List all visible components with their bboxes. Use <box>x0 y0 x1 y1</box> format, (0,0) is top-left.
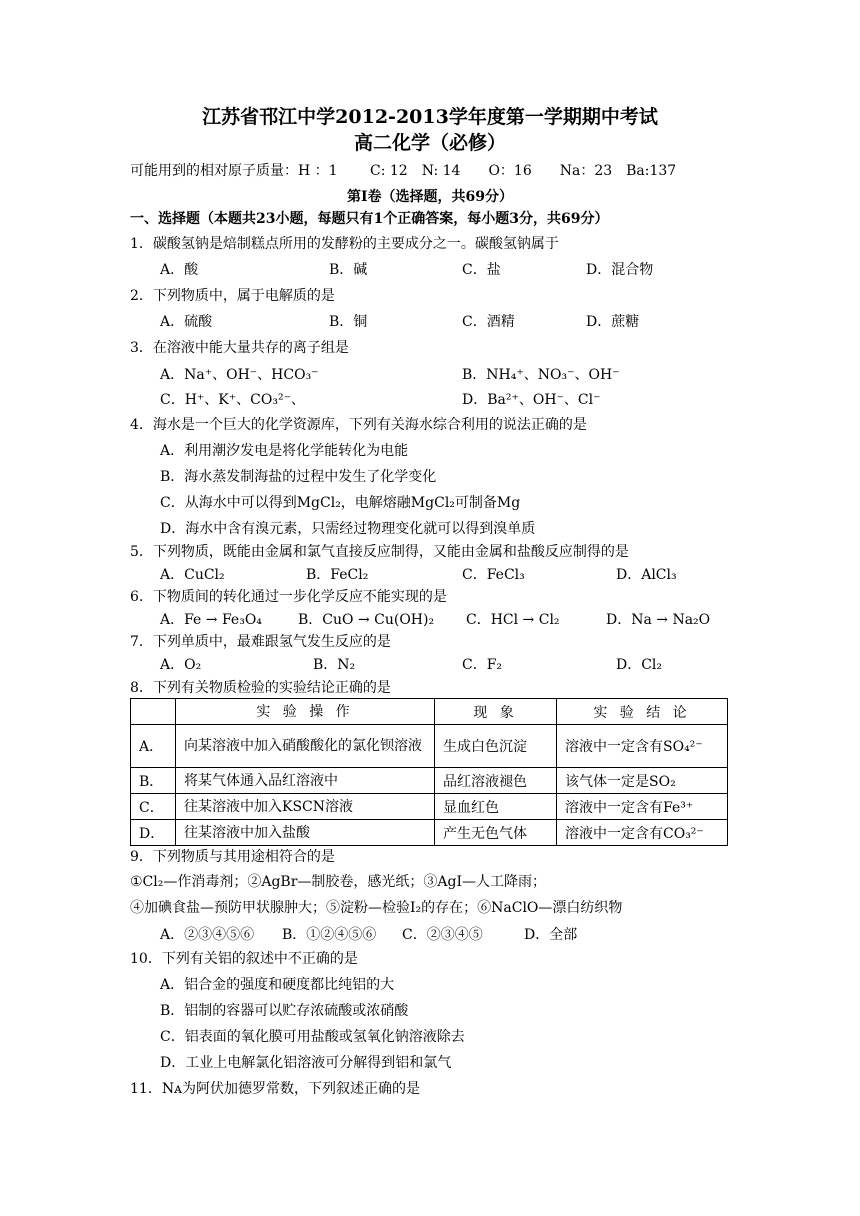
table-cell: 该气体一定是SO₂ <box>557 768 728 794</box>
question-9-list-line-2: ④加碘食盐—预防甲状腺肿大；⑤淀粉—检验I₂的存在；⑥NaClO—漂白纺织物 <box>130 900 623 916</box>
table-cell: 溶液中一定含有SO₄²⁻ <box>557 725 728 768</box>
question-7-option-d: D．Cl₂ <box>616 657 663 673</box>
table-cell: 向某溶液中加入硝酸酸化的氯化钡溶液 <box>176 725 435 768</box>
question-2-option-b: B．铜 <box>329 314 368 330</box>
question-9-option-a: A．②③④⑤⑥ <box>160 927 255 943</box>
question-6-stem: 6．下物质间的转化通过一步化学反应不能实现的是 <box>130 589 447 605</box>
question-4-option-a: A．利用潮汐发电是将化学能转化为电能 <box>160 443 409 459</box>
question-7-option-b: B．N₂ <box>313 657 356 673</box>
question-10-stem: 10．下列有关铝的叙述中不正确的是 <box>130 951 358 967</box>
exam-subtitle: 高二化学（必修） <box>353 132 506 154</box>
table-cell: 往某溶液中加入盐酸 <box>176 820 435 846</box>
table-cell: C． <box>131 794 176 820</box>
question-10-option-a: A．铝合金的强度和硬度都比纯铝的大 <box>160 977 395 993</box>
table-cell: 产生无色气体 <box>435 820 557 846</box>
question-1-option-b: B．碱 <box>329 262 368 278</box>
question-5-option-d: D．AlCl₃ <box>616 567 677 583</box>
section-heading: 一、选择题（本题共23小题，每题只有1个正确答案，每小题3分，共69分） <box>130 211 609 227</box>
table-cell: 往某溶液中加入KSCN溶液 <box>176 794 435 820</box>
question-9-option-c: C．②③④⑤ <box>402 927 483 943</box>
table-cell: 溶液中一定含有Fe³⁺ <box>557 794 728 820</box>
question-2-stem: 2．下列物质中，属于电解质的是 <box>130 288 335 304</box>
part-heading: 第Ⅰ卷（选择题，共69分） <box>346 189 514 205</box>
table-header-cell: 现 象 <box>435 699 557 725</box>
table-row <box>131 725 728 768</box>
question-4-option-c: C．从海水中可以得到MgCl₂，电解熔融MgCl₂可制备Mg <box>160 495 521 511</box>
exam-title: 江苏省邗江中学2012-2013学年度第一学期期中考试 <box>202 106 658 128</box>
question-3-option-d: D．Ba²⁺、OH⁻、Cl⁻ <box>462 392 601 408</box>
question-2-option-a: A．硫酸 <box>160 314 213 330</box>
question-6-option-a: A．Fe → Fe₃O₄ <box>160 612 262 628</box>
table-cell: A． <box>131 725 176 768</box>
table-cell: 溶液中一定含有CO₃²⁻ <box>557 820 728 846</box>
question-5-option-b: B．FeCl₂ <box>306 567 369 583</box>
question-8-stem: 8．下列有关物质检验的实验结论正确的是 <box>130 680 391 696</box>
table-header-row <box>131 699 728 725</box>
question-9-stem: 9．下列物质与其用途相符合的是 <box>130 849 335 865</box>
question-10-option-c: C．铝表面的氧化膜可用盐酸或氢氧化钠溶液除去 <box>160 1029 465 1045</box>
question-3-option-a: A．Na⁺、OH⁻、HCO₃⁻ <box>160 367 319 383</box>
question-9-list-line-1: ①Cl₂—作消毒剂；②AgBr—制胶卷，感光纸；③AgI—人工降雨； <box>130 874 547 890</box>
atomic-mass-line: 可能用到的相对原子质量：H ：1 C: 12 N: 14 O：16 Na：23 Ba:137 <box>130 163 677 179</box>
question-3-stem: 3．在溶液中能大量共存的离子组是 <box>130 340 349 356</box>
question-2-option-c: C．酒精 <box>462 314 515 330</box>
question-5-option-c: C．FeCl₃ <box>462 567 525 583</box>
table-cell: 将某气体通入品红溶液中 <box>176 768 435 794</box>
question-4-stem: 4．海水是一个巨大的化学资源库，下列有关海水综合利用的说法正确的是 <box>130 417 587 433</box>
question-7-option-c: C．F₂ <box>462 657 503 673</box>
experiment-table <box>130 698 728 846</box>
question-1-option-d: D．混合物 <box>586 262 654 278</box>
table-row <box>131 794 728 820</box>
table-cell: D． <box>131 820 176 846</box>
question-3-option-c: C．H⁺、K⁺、CO₃²⁻、 <box>160 392 305 408</box>
table-header-cell <box>131 699 176 725</box>
question-6-option-b: B．CuO → Cu(OH)₂ <box>298 612 435 628</box>
table-cell: 生成白色沉淀 <box>435 725 557 768</box>
question-6-option-d: D．Na → Na₂O <box>606 612 711 628</box>
table-cell: 显血红色 <box>435 794 557 820</box>
question-9-option-d: D．全部 <box>524 927 578 943</box>
question-1-option-a: A．酸 <box>160 262 199 278</box>
question-4-option-b: B．海水蒸发制海盐的过程中发生了化学变化 <box>160 469 437 485</box>
table-row <box>131 820 728 846</box>
question-1-option-c: C．盐 <box>462 262 501 278</box>
table-header-cell: 实 验 结 论 <box>557 699 728 725</box>
question-10-option-d: D．工业上电解氯化铝溶液可分解得到铝和氯气 <box>160 1055 452 1071</box>
question-4-option-d: D．海水中含有溴元素，只需经过物理变化就可以得到溴单质 <box>160 521 536 537</box>
table-row <box>131 768 728 794</box>
table-cell: B． <box>131 768 176 794</box>
table-cell: 品红溶液褪色 <box>435 768 557 794</box>
question-3-option-b: B．NH₄⁺、NO₃⁻、OH⁻ <box>462 367 620 383</box>
question-2-option-d: D．蔗糖 <box>586 314 640 330</box>
question-1-stem: 1．碳酸氢钠是焙制糕点所用的发酵粉的主要成分之一。碳酸氢钠属于 <box>130 236 559 252</box>
question-9-option-b: B．①②④⑤⑥ <box>282 927 377 943</box>
question-11-stem: 11．Nᴀ为阿伏加德罗常数，下列叙述正确的是 <box>130 1081 420 1097</box>
question-5-option-a: A．CuCl₂ <box>160 567 225 583</box>
table-header-cell: 实 验 操 作 <box>176 699 435 725</box>
question-6-option-c: C．HCl → Cl₂ <box>466 612 560 628</box>
question-10-option-b: B．铝制的容器可以贮存浓硫酸或浓硝酸 <box>160 1003 409 1019</box>
question-7-option-a: A．O₂ <box>160 657 202 673</box>
question-7-stem: 7．下列单质中，最难跟氢气发生反应的是 <box>130 634 391 650</box>
question-5-stem: 5．下列物质，既能由金属和氯气直接反应制得，又能由金属和盐酸反应制得的是 <box>130 544 629 560</box>
